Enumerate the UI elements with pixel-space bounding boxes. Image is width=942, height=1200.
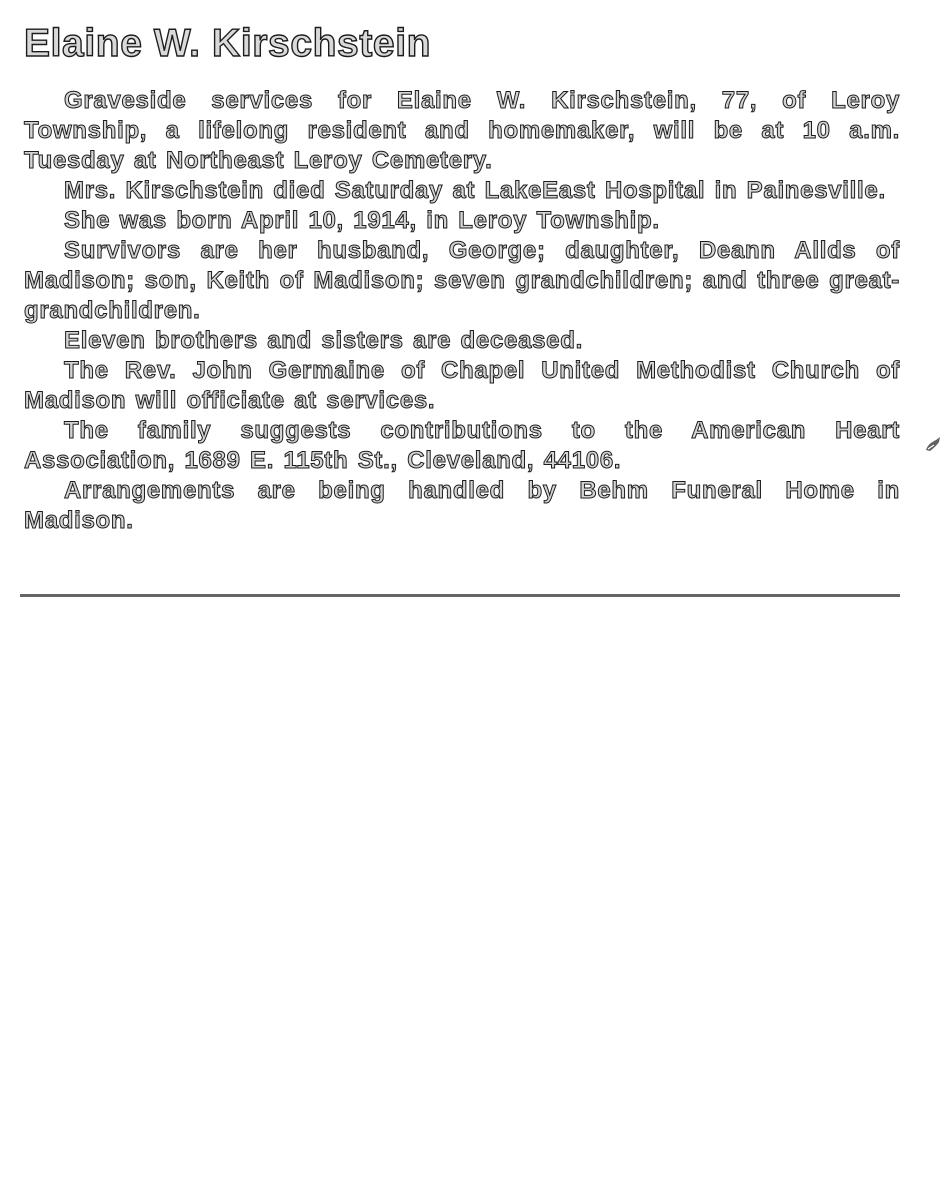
- paragraph-deceased-siblings: Eleven brothers and sisters are deceased.: [64, 327, 583, 354]
- paragraph-survivors: Survivors are her husband, George; daughter, Deann Allds of Madison; son, Keith of Madison; seven grandchildren; and three great-grandchildren.: [24, 237, 900, 324]
- paragraph-arrangements: Arrangements are being handled by Behm Funeral Home in Madison.: [24, 477, 900, 534]
- paragraph-death: Mrs. Kirschstein died Saturday at LakeEast Hospital in Painesville.: [64, 177, 886, 204]
- paragraph-services: Graveside services for Elaine W. Kirschstein, 77, of Leroy Township, a lifelong resident and homemaker, will be at 10 a.m. Tuesday at Northeast Leroy Cemetery.: [24, 87, 900, 174]
- paragraph-birth: She was born April 10, 1914, in Leroy Township.: [64, 207, 660, 234]
- obituary-body: [24, 86, 900, 536]
- paragraph-contributions: The family suggests contributions to the American Heart Association, 1689 E. 115th St., Cleveland, 44106.: [24, 417, 900, 474]
- margin-smudge-icon: [924, 434, 942, 454]
- column-rule: [20, 594, 900, 597]
- obituary-column: [24, 22, 900, 536]
- paragraph-officiant: The Rev. John Germaine of Chapel United Methodist Church of Madison will officiate at services.: [24, 357, 900, 414]
- obituary-headline: Elaine W. Kirschstein: [24, 22, 432, 65]
